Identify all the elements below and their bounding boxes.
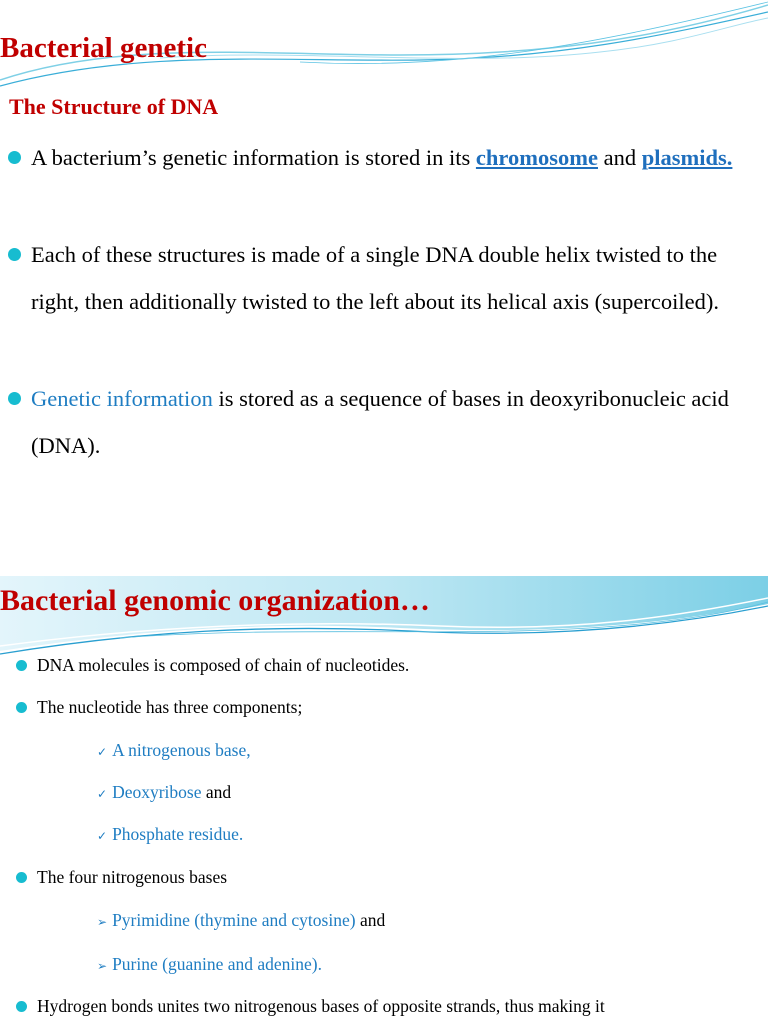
- checkmark-icon: ✓: [97, 745, 108, 759]
- component-text: Deoxyribose: [112, 782, 202, 802]
- base-item: [97, 951, 322, 979]
- bullet-double-helix: [31, 231, 761, 325]
- component-item: [97, 737, 251, 765]
- bullet-dot-icon: [16, 872, 27, 883]
- bullet-text: The nucleotide has three components;: [37, 697, 303, 717]
- bullet-dot-icon: [16, 702, 27, 713]
- plasmids-link[interactable]: plasmids.: [641, 145, 733, 170]
- component-suffix: and: [201, 782, 232, 802]
- bullet-nucleotide-components: [37, 694, 757, 720]
- checkmark-icon: ✓: [97, 787, 108, 801]
- bullet-text: and: [597, 145, 642, 170]
- component-item: [97, 779, 231, 807]
- base-item: [97, 907, 385, 935]
- base-suffix: and: [355, 910, 386, 930]
- checkmark-icon: ✓: [97, 829, 108, 843]
- bullet-dot-icon: [16, 660, 27, 671]
- arrow-bullet-icon: ➢: [97, 959, 108, 973]
- bullet-nitrogenous-bases: [37, 864, 757, 890]
- bullet-dot-icon: [8, 151, 21, 164]
- component-text: Phosphate residue.: [112, 824, 244, 844]
- genetic-information-highlight: Genetic information: [31, 386, 213, 411]
- bullet-text: DNA molecules is composed of chain of nucleotides.: [37, 655, 410, 675]
- bullet-genetic-information: [31, 375, 761, 469]
- bullet-text: Hydrogen bonds unites two nitrogenous bases of opposite strands, thus making it: [37, 996, 605, 1016]
- slide-1-title: Bacterial genetic: [0, 32, 207, 64]
- component-item: [97, 821, 243, 849]
- component-text: A nitrogenous base,: [112, 740, 251, 760]
- bullet-text: is stored as a sequence of bases in deoxyribonucleic acid (DNA).: [31, 386, 729, 458]
- bullet-dot-icon: [16, 1001, 27, 1012]
- bullet-text: Each of these structures is made of a single DNA double helix twisted to the right, then additionally twisted to the left about its helical axis (supercoiled).: [31, 242, 719, 314]
- bullet-text: The four nitrogenous bases: [37, 867, 228, 887]
- chromosome-link[interactable]: chromosome: [475, 145, 598, 170]
- bullet-genetic-storage: [31, 134, 761, 181]
- arrow-bullet-icon: ➢: [97, 915, 108, 929]
- base-text: Pyrimidine (thymine and cytosine): [112, 910, 356, 930]
- slide-1-subtitle: The Structure of DNA: [9, 94, 219, 119]
- base-text: Purine (guanine and adenine).: [112, 954, 322, 974]
- bullet-text: A bacterium’s genetic information is stored in its: [31, 145, 476, 170]
- slide-2: [0, 576, 768, 1024]
- bullet-dot-icon: [8, 248, 21, 261]
- bullet-nucleotides: [37, 652, 757, 678]
- slide-2-title: Bacterial genomic organization…: [0, 584, 430, 617]
- bullet-dot-icon: [8, 392, 21, 405]
- bullet-hydrogen-bonds: [37, 993, 757, 1019]
